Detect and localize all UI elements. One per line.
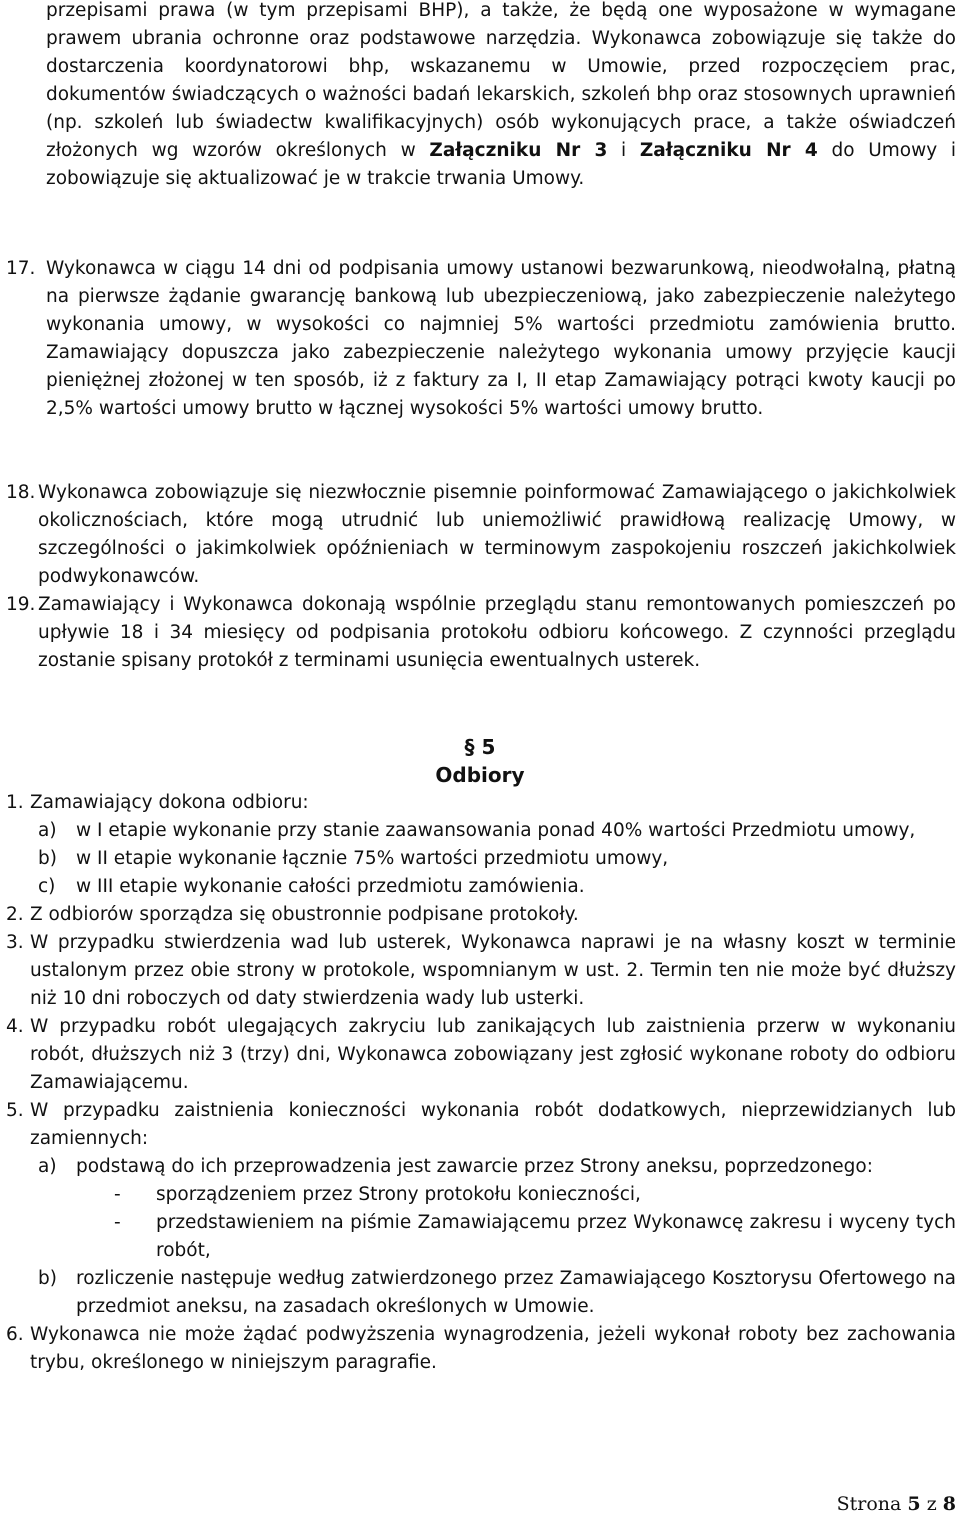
- section-number: § 5: [464, 735, 496, 759]
- list-item: [6, 1013, 956, 1097]
- footer-of: z: [926, 1493, 937, 1515]
- clause-text: Zamawiający i Wykonawca dokonają wspólnie przeglądu stanu remontowanych pomieszczeń po upływie 18 i 34 miesięcy od podpisania protokołu odbioru końcowego. Z czynności przeglądu zostanie spisany protokół z terminami usunięcia ewentualnych usterek.: [38, 594, 956, 671]
- sub-item: [30, 817, 956, 845]
- clause-number: 17.: [6, 258, 36, 279]
- conjunction: i: [607, 140, 640, 161]
- continuation-paragraph: [46, 0, 956, 193]
- clause-19: [6, 591, 956, 675]
- section-5-list: [6, 789, 956, 1377]
- clause-18: [6, 479, 956, 591]
- dash-item-text: przedstawieniem na piśmie Zamawiającemu przez Wykonawcę zakresu i wyceny tych robót,: [156, 1212, 956, 1261]
- item-text: W przypadku robót ulegających zakryciu lub zanikających lub zaistnienia przerw w wykonaniu robót, dłuższych niż 3 (trzy) dni, Wykonawca zobowiązany jest zgłosić wykonane roboty do odbioru Zamawiającemu.: [30, 1016, 956, 1093]
- list-item: [6, 929, 956, 1013]
- sub-item-letter: a): [38, 820, 57, 841]
- continuation-text: przepisami prawa (w tym przepisami BHP), a także, że będą one wyposażone w wymagane prawem ubrania ochronne oraz podstawowe narzędzia. Wykonawca zobowiązuje się także do dostarczenia koordynatorowi bhp, wskazanemu w Umowie, przed rozpoczęciem prac, dokumentów świadczących o ważności badań lekarskich, szkoleń bhp oraz stosownych uprawnień (np. szkoleń lub świadectw kwalifikacyjnych) osób wykonujących prace, a także oświadczeń złożonych wg wzorów określonych w: [46, 0, 956, 161]
- sub-item-text: w II etapie wykonanie łącznie 75% wartości przedmiotu umowy,: [76, 848, 669, 869]
- continuation-text-end: do Umowy i zobowiązuje się aktualizować je w trakcie trwania Umowy.: [46, 140, 957, 189]
- footer-page-total: 8: [942, 1493, 956, 1515]
- item-text: W przypadku zaistnienia konieczności wykonania robót dodatkowych, nieprzewidzianych lub zamiennych:: [30, 1100, 956, 1149]
- sub-item-letter: b): [38, 1268, 57, 1289]
- list-item: [6, 789, 956, 817]
- item-text: Wykonawca nie może żądać podwyższenia wynagrodzenia, jeżeli wykonał roboty bez zachowania trybu, określonego w niniejszym paragrafie.: [30, 1324, 956, 1373]
- item-number: 6.: [6, 1324, 24, 1345]
- sub-item: [30, 1153, 956, 1181]
- footer-page-number: 5: [907, 1493, 921, 1515]
- sub-item-text: w III etapie wykonanie całości przedmiotu zamówienia.: [76, 876, 585, 897]
- clause-text: Wykonawca w ciągu 14 dni od podpisania umowy ustanowi bezwarunkową, nieodwołalną, płatną na pierwsze żądanie gwarancję bankową lub ubezpieczeniową, jako zabezpieczenie należytego wykonania umowy, w wysokości co najmniej 5% wartości przedmiotu zamówienia brutto. Zamawiający dopuszcza jako zabezpieczenie należytego wykonania umowy przyjęcie kaucji pieniężnej złożonej w ten sposób, iż z faktury za I, II etap Zamawiający potrąci kwoty kaucji po 2,5% wartości umowy brutto w łącznej wysokości 5% wartości umowy brutto.: [46, 258, 956, 419]
- item-number: 1.: [6, 792, 24, 813]
- dash-bullet: -: [114, 1184, 121, 1205]
- item-number: 5.: [6, 1100, 24, 1121]
- dash-bullet: -: [114, 1212, 121, 1233]
- item-number: 4.: [6, 1016, 24, 1037]
- sub-item: [30, 873, 956, 901]
- clause-number: 18.: [6, 482, 36, 503]
- item-text: W przypadku stwierdzenia wad lub usterek, Wykonawca naprawi je na własny koszt w terminie ustalonym przez obie strony w protokole, wspomnianym w ust. 2. Termin ten nie może być dłuższy niż 10 dni roboczych od daty stwierdzenia wady lub usterki.: [30, 932, 956, 1009]
- dash-item: [90, 1209, 956, 1265]
- footer-label: Strona: [836, 1493, 902, 1515]
- sub-item-letter: b): [38, 848, 57, 869]
- attachment-4-ref: Załączniku Nr 4: [639, 140, 818, 161]
- clause-17: [6, 255, 956, 423]
- item-text: Zamawiający dokona odbioru:: [30, 792, 309, 813]
- sub-item-text: podstawą do ich przeprowadzenia jest zawarcie przez Strony aneksu, poprzedzonego:: [76, 1156, 873, 1177]
- clause-text: Wykonawca zobowiązuje się niezwłocznie pisemnie poinformować Zamawiającego o jakichkolwiek okolicznościach, które mogą utrudnić lub uniemożliwić prawidłową realizację Umowy, w szczególności o jakimkolwiek opóźnieniach w terminowym zaspokojeniu roszczeń jakichkolwiek podwykonawców.: [38, 482, 956, 587]
- list-item: [6, 901, 956, 929]
- item-text: Z odbiorów sporządza się obustronnie podpisane protokoły.: [30, 904, 579, 925]
- sub-item-text: w I etapie wykonanie przy stanie zaawansowania ponad 40% wartości Przedmiotu umowy,: [76, 820, 916, 841]
- item-number: 3.: [6, 932, 24, 953]
- list-item: [6, 1321, 956, 1377]
- page-footer: [837, 1490, 956, 1518]
- sub-item: [30, 845, 956, 873]
- sub-item-letter: c): [38, 876, 56, 897]
- attachment-3-ref: Załączniku Nr 3: [429, 140, 608, 161]
- dash-item-text: sporządzeniem przez Strony protokołu konieczności,: [156, 1184, 641, 1205]
- sub-item-letter: a): [38, 1156, 57, 1177]
- clause-number: 19.: [6, 594, 36, 615]
- item-number: 2.: [6, 904, 24, 925]
- list-item: [6, 1097, 956, 1153]
- sub-item-text: rozliczenie następuje według zatwierdzonego przez Zamawiającego Kosztorysu Ofertowego na przedmiot aneksu, na zasadach określonych w Umowie.: [76, 1268, 956, 1317]
- section-title: Odbiory: [435, 763, 525, 787]
- sub-item: [30, 1265, 956, 1321]
- dash-item: [90, 1181, 956, 1209]
